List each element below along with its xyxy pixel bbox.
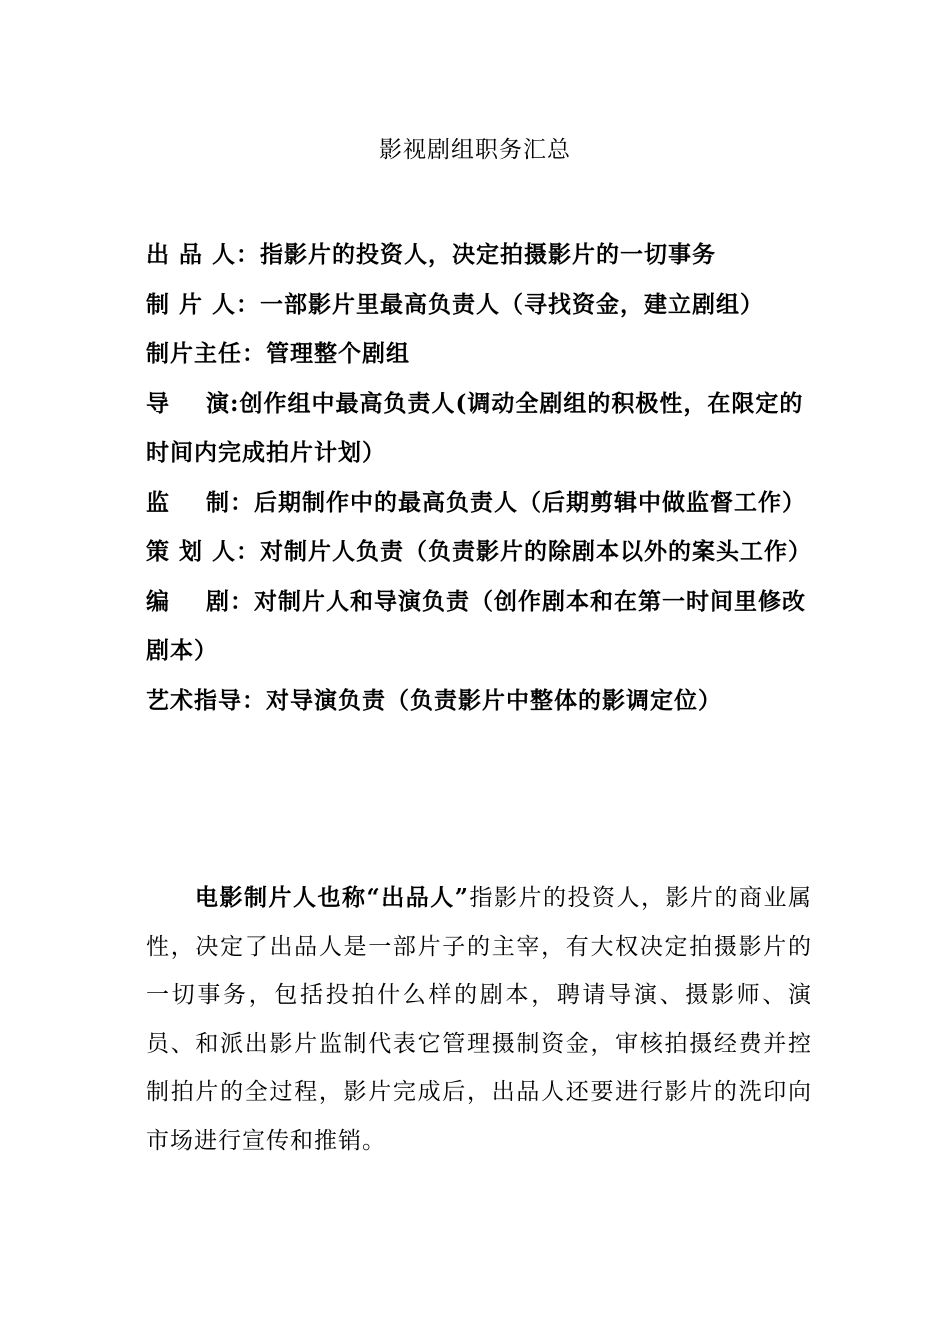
role-label: 制片主任: [146, 340, 242, 367]
role-separator: :: [230, 389, 240, 417]
role-item: [146, 329, 826, 379]
role-separator: ：: [236, 241, 261, 268]
role-separator: ：: [242, 340, 266, 367]
role-separator: ：: [230, 587, 255, 615]
role-separator: ：: [230, 488, 255, 516]
role-separator: ：: [242, 686, 266, 714]
role-label: 导 演: [146, 389, 231, 417]
role-separator: ：: [236, 538, 261, 565]
role-list: [146, 230, 826, 725]
role-item: [146, 280, 826, 330]
role-item: [146, 577, 826, 676]
role-label: 艺术指导: [146, 686, 242, 714]
document-title: 影视剧组职务汇总: [379, 137, 571, 163]
role-description: 对导演负责（负责影片中整体的影调定位）: [266, 686, 722, 714]
role-label: 策 划 人: [146, 538, 237, 565]
role-item: [146, 379, 826, 478]
role-label: 编 剧: [146, 587, 231, 615]
role-description: 一部影片里最高负责人（寻找资金，建立剧组）: [260, 290, 765, 318]
role-item: [146, 676, 826, 726]
role-description: 对制片人和导演负责（创作剧本和在第一时间里修改剧本）: [146, 587, 807, 664]
role-description: 对制片人负责（负责影片的除剧本以外的案头工作）: [260, 538, 813, 565]
role-item: [146, 230, 826, 280]
intro-paragraph: [146, 874, 812, 1165]
role-description: 指影片的投资人，决定拍摄影片的一切事务: [260, 241, 717, 268]
role-label: 监 制: [146, 488, 231, 516]
role-label: 制 片 人: [146, 290, 237, 318]
role-description: 管理整个剧组: [266, 340, 410, 367]
intro-body: 指影片的投资人，影片的商业属性，决定了出品人是一部片子的主宰，有大权决定拍摄影片的一切事务，包括投拍什么样的剧本，聘请导演、摄影师、演员、和派出影片监制代表它管理摄制资金，审核拍摄经费并控制拍片的全过程，影片完成后，出品人还要进行影片的洗印向市场进行宣传和推销。: [146, 885, 813, 1154]
role-description: 创作组中最高负责人(调动全剧组的积极性，在限定的时间内完成拍片计划）: [146, 389, 804, 466]
role-label: 出 品 人: [146, 241, 237, 268]
role-description: 后期制作中的最高负责人（后期剪辑中做监督工作）: [254, 488, 807, 516]
role-item: [146, 527, 826, 577]
intro-lead: 电影制片人也称“出品人”: [195, 884, 469, 911]
role-separator: ：: [236, 290, 261, 318]
role-item: [146, 478, 826, 528]
